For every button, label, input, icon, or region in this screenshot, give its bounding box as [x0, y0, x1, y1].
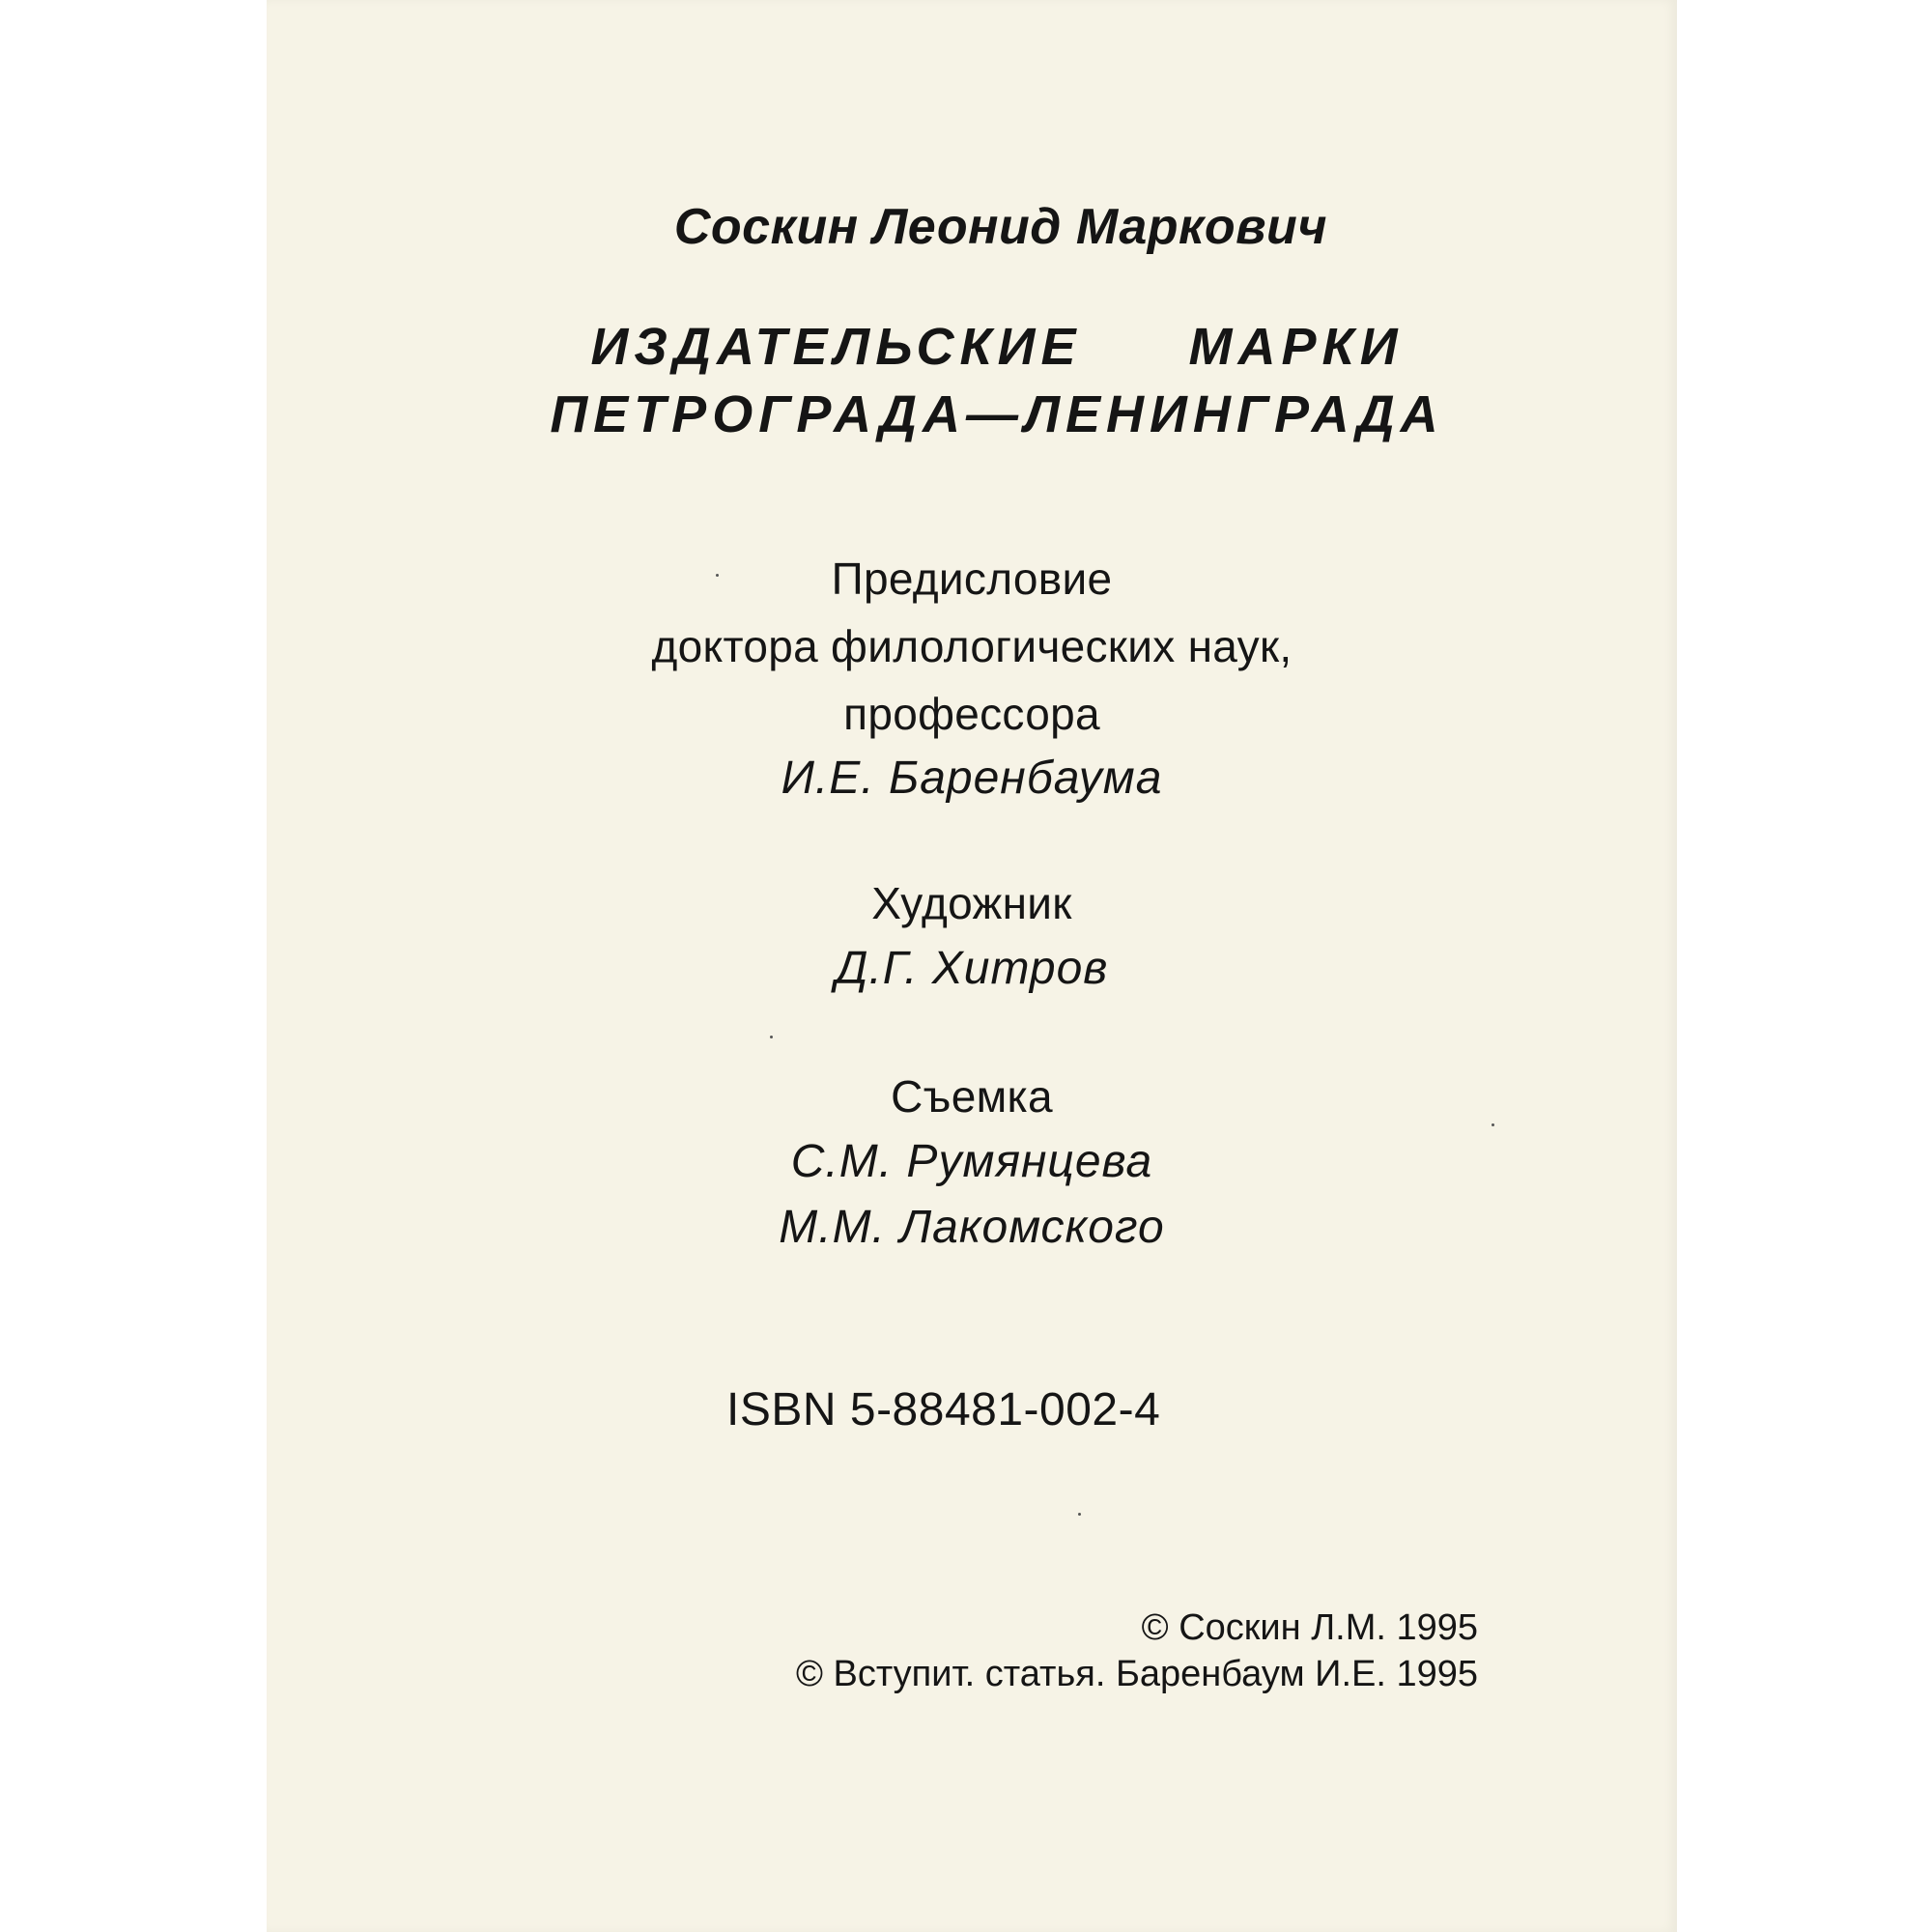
- paper-speck: [716, 574, 719, 577]
- foreword-credential: доктора филологических наук,: [651, 621, 1293, 671]
- photographer-name-1: С.М. Румянцева: [790, 1136, 1153, 1187]
- copyright-author: © Соскин Л.М. 1995: [1141, 1607, 1478, 1648]
- copyright-foreword: © Вступит. статья. Баренбаум И.Е. 1995: [795, 1654, 1478, 1694]
- photography-label: Съемка: [891, 1071, 1053, 1122]
- book-page: [267, 0, 1677, 1932]
- foreword-author: И.Е. Баренбаума: [781, 753, 1163, 804]
- isbn: ISBN 5-88481-002-4: [726, 1384, 1161, 1435]
- foreword-label: Предисловие: [831, 554, 1113, 604]
- paper-speck: [770, 1036, 773, 1038]
- book-title-line-2: ПЕТРОГРАДА—ЛЕНИНГРАДА: [550, 385, 1444, 443]
- author-name: Соскин Леонид Маркович: [673, 199, 1328, 255]
- photographer-name-2: М.М. Лакомского: [779, 1202, 1165, 1253]
- foreword-title: профессора: [843, 689, 1100, 739]
- paper-speck: [1492, 1123, 1494, 1126]
- artist-label: Художник: [871, 878, 1072, 928]
- paper-speck: [1078, 1513, 1081, 1516]
- artist-name: Д.Г. Хитров: [835, 943, 1109, 994]
- book-title-line-1: ИЗДАТЕЛЬСКИЕ МАРКИ: [590, 318, 1404, 376]
